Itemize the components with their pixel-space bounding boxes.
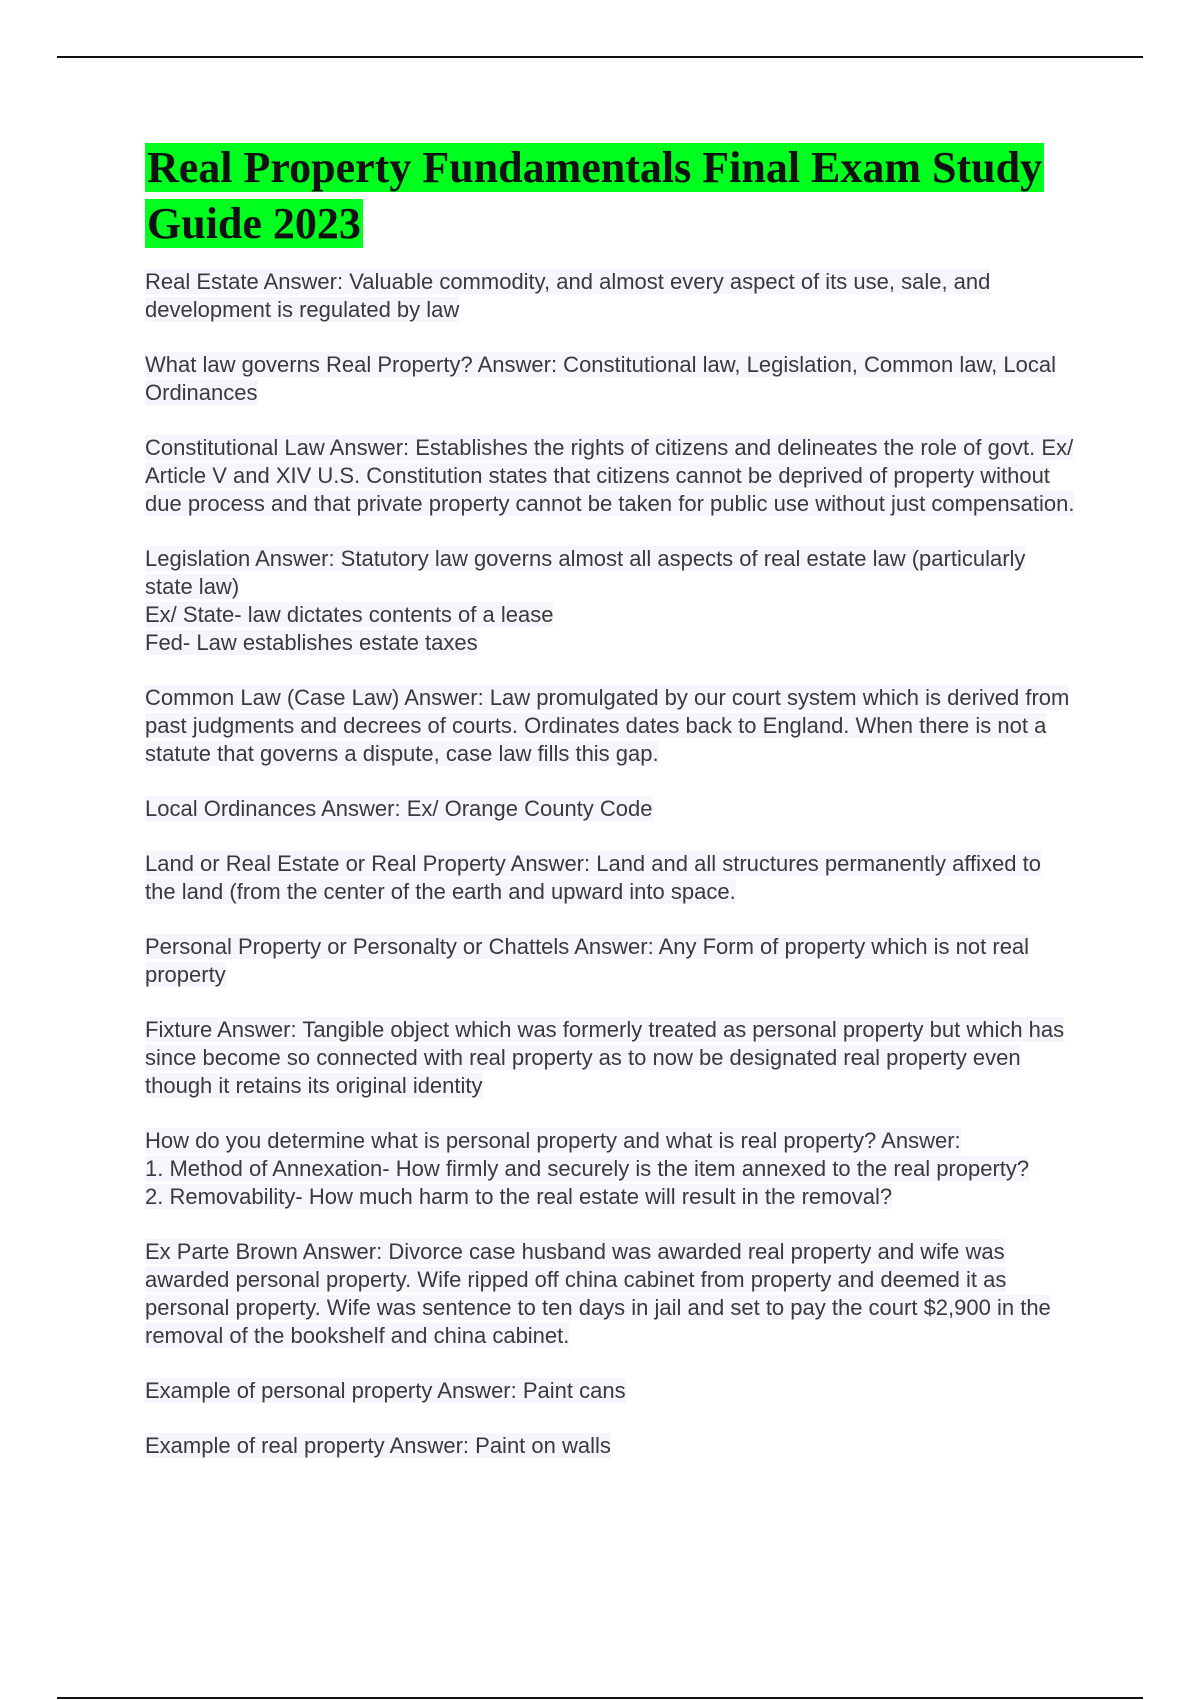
qa-item: Example of real property Answer: Paint on walls — [145, 1433, 611, 1458]
qa-item: Fixture Answer: Tangible object which was formerly treated as personal property but which has since become so connected with real property as to now be designated real property even though it retains its original identity — [145, 1017, 1065, 1098]
qa-item: Ex Parte Brown Answer: Divorce case husband was awarded real property and wife was awarded personal property. Wife ripped off china cabinet from property and deemed it as personal property. Wife was sentence to ten days in jail and set to pay the court $2,900 in the removal of the bookshelf and china cabinet. — [145, 1239, 1051, 1348]
qa-item: Common Law (Case Law) Answer: Law promulgated by our court system which is derived from past judgments and decrees of courts. Ordinates dates back to England. When there is not a statute that governs a dispute, case law fills this gap. — [145, 685, 1070, 766]
qa-item: Constitutional Law Answer: Establishes the rights of citizens and delineates the role of govt. Ex/ Article V and XIV U.S. Constitution states that citizens cannot be deprived of property without due process and that private property cannot be taken for public use without just compensation. — [145, 435, 1075, 516]
bottom-rule — [57, 1697, 1143, 1699]
qa-item: Land or Real Estate or Real Property Answer: Land and all structures permanently affixed to the land (from the center of the earth and upward into space. — [145, 851, 1041, 904]
qa-item: Example of personal property Answer: Paint cans — [145, 1378, 626, 1403]
qa-item: What law governs Real Property? Answer: Constitutional law, Legislation, Common law, Local Ordinances — [145, 352, 1057, 405]
qa-item: How do you determine what is personal property and what is real property? Answer: 1. Method of Annexation- How firmly and securely is the item annexed to the real property? 2. Removability- How much harm to the real estate will result in the removal? — [145, 1128, 1030, 1209]
document-title-text: Real Property Fundamentals Final Exam Study Guide 2023 — [147, 143, 1043, 248]
qa-item: Local Ordinances Answer: Ex/ Orange County Code — [145, 796, 653, 821]
top-rule — [57, 56, 1143, 58]
document-title — [145, 140, 1075, 252]
document-page — [145, 140, 1075, 1487]
qa-item: Legislation Answer: Statutory law governs almost all aspects of real estate law (particularly state law) Ex/ State- law dictates contents of a lease Fed- Law establishes estate taxes — [145, 546, 1026, 655]
qa-item: Personal Property or Personalty or Chattels Answer: Any Form of property which is not real property — [145, 934, 1030, 987]
qa-list — [145, 268, 1075, 1460]
qa-item: Real Estate Answer: Valuable commodity, and almost every aspect of its use, sale, and development is regulated by law — [145, 269, 991, 322]
